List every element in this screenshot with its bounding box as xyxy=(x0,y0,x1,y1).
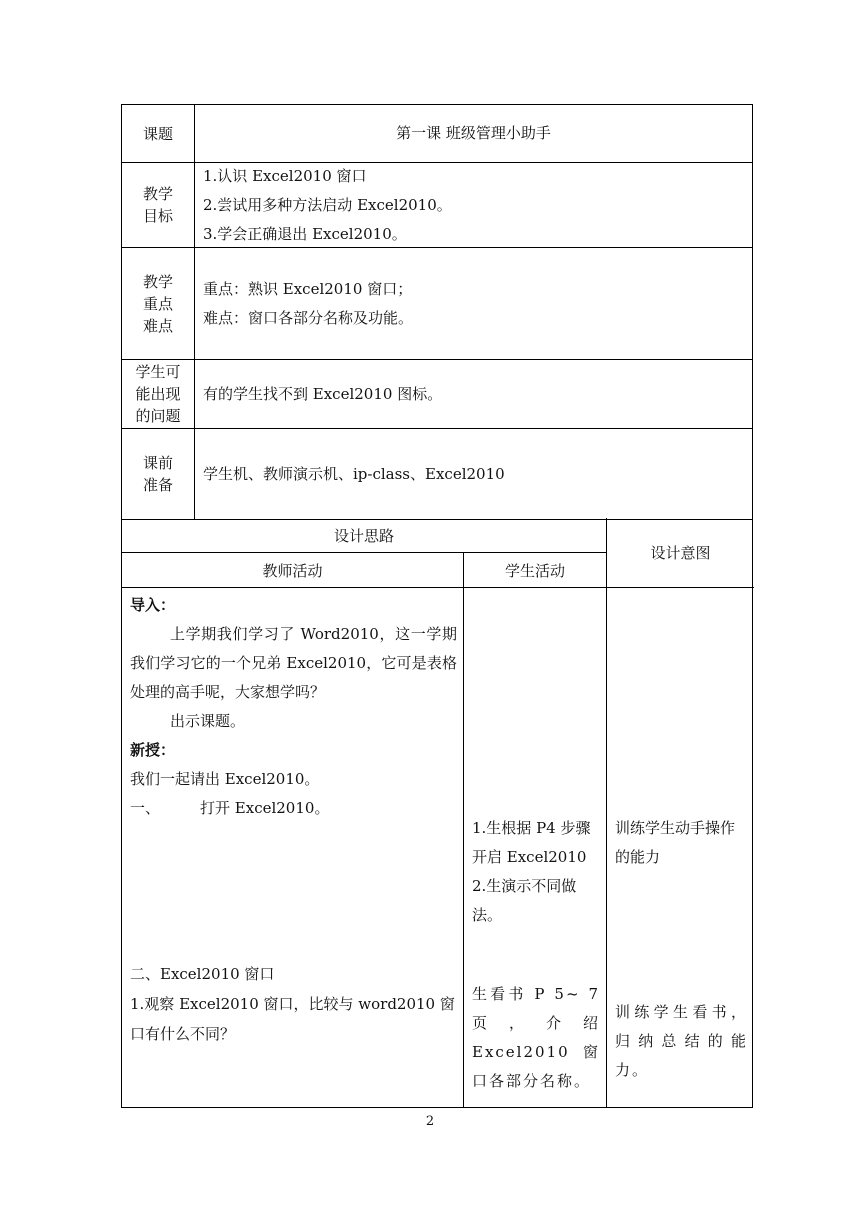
intro-title: 导入： xyxy=(130,596,176,614)
student-activity-cell xyxy=(464,588,607,1108)
key-item: 难点：窗口各部分名称及功能。 xyxy=(203,308,414,327)
goal-item: 1.认识 Excel2010 窗口 xyxy=(203,166,367,185)
header-student-activity: 学生活动 xyxy=(464,553,607,588)
key-label: 教学 重点 难点 xyxy=(122,248,195,359)
prep-label: 课前 准备 xyxy=(122,429,195,519)
show-topic: 出示课题。 xyxy=(170,712,246,730)
design-intent-cell xyxy=(607,588,754,1108)
header-design-intent: 设计意图 xyxy=(607,518,754,588)
goal-row xyxy=(122,163,752,248)
topic-label: 课题 xyxy=(122,105,195,162)
step2-item: 1.观察 Excel2010 窗口，比较与 word2010 窗口有什么不同？ xyxy=(130,995,455,1043)
step2: 二、Excel2010 窗口 xyxy=(130,965,275,983)
student-activity-1: 1.生根据 P4 步骤开启 Excel2010 xyxy=(472,819,591,866)
header-design-idea: 设计思路 xyxy=(122,518,607,553)
key-list xyxy=(195,248,752,359)
student-activity-3: 生看书 P 5~ 7 页，介绍 Excel2010 窗口各部分名称。 xyxy=(472,985,600,1090)
goal-item: 3.学会正确退出 Excel2010。 xyxy=(203,224,407,243)
goal-list xyxy=(195,163,752,247)
prep-row xyxy=(122,429,752,519)
goal-label: 教学 目标 xyxy=(122,163,195,247)
design-table xyxy=(121,518,753,1108)
goal-item: 2.尝试用多种方法启动 Excel2010。 xyxy=(203,195,452,214)
intent-1: 训练学生动手操作的能力 xyxy=(615,819,736,866)
page-number: 2 xyxy=(425,1114,435,1129)
topic-row xyxy=(122,105,752,163)
teacher-activity-cell xyxy=(122,588,464,1108)
header-teacher-activity: 教师活动 xyxy=(122,553,464,588)
lesson-info-table xyxy=(121,104,753,520)
problem-label: 学生可 能出现 的问题 xyxy=(122,360,195,428)
student-activity-2: 2.生演示不同做法。 xyxy=(472,877,577,924)
intent-2: 训练学生看书，归纳总结的能力。 xyxy=(615,1003,748,1079)
prep-value: 学生机、教师演示机、ip-class、Excel2010 xyxy=(203,464,505,483)
key-row xyxy=(122,248,752,360)
new-lesson-title: 新授： xyxy=(130,741,176,759)
problem-row xyxy=(122,360,752,429)
intro-text: 上学期我们学习了 Word2010，这一学期我们学习它的一个兄弟 Excel2010，它可是表格处理的高手呢，大家想学吗？ xyxy=(130,625,457,701)
step1: 一、 打开 Excel2010。 xyxy=(130,799,330,817)
problem-value: 有的学生找不到 Excel2010 图标。 xyxy=(203,384,443,403)
invite-text: 我们一起请出 Excel2010。 xyxy=(130,770,320,788)
topic-value: 第一课 班级管理小助手 xyxy=(396,124,551,142)
key-item: 重点：熟识 Excel2010 窗口； xyxy=(203,279,413,298)
